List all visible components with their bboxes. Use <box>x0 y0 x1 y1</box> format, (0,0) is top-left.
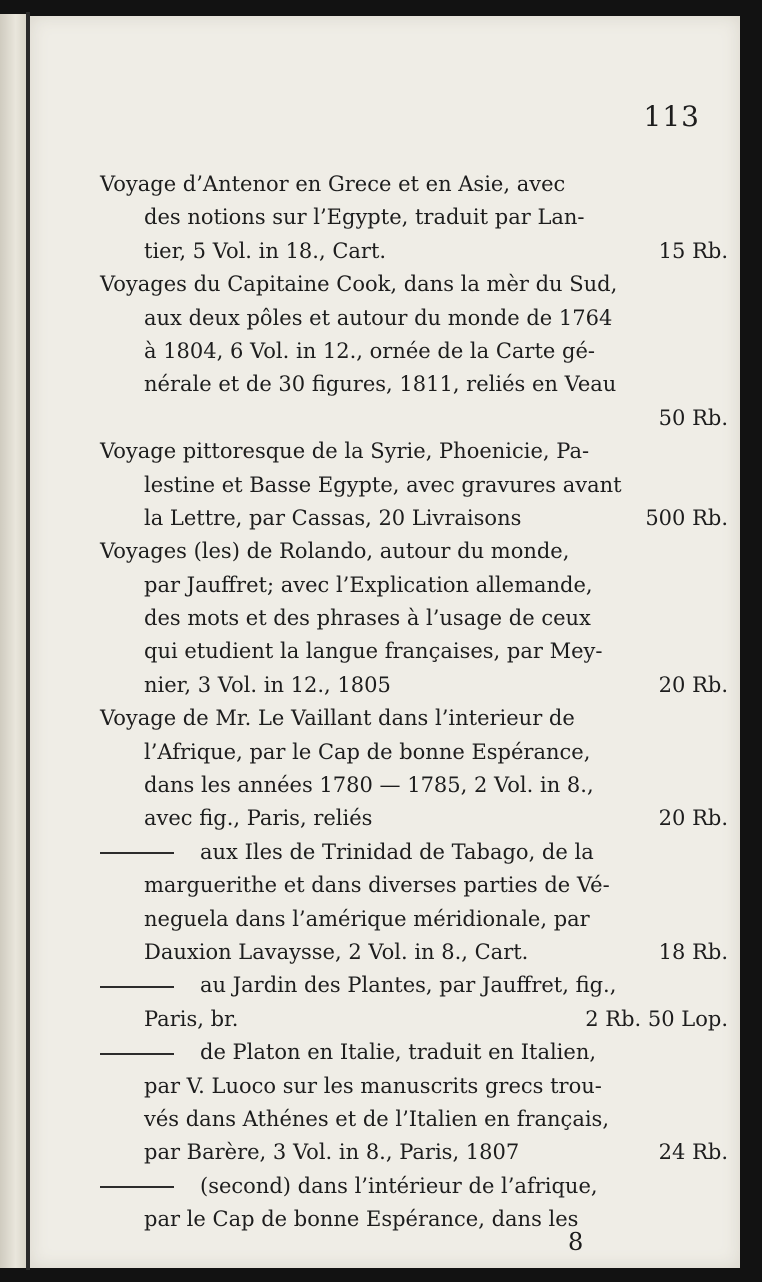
catalog-entry-rolando <box>100 535 728 702</box>
entry-line <box>100 669 728 702</box>
entry-line <box>100 201 728 234</box>
entry-text-content: au Jardin des Plantes, par Jauffret, fig., <box>200 973 617 998</box>
entry-text: neguela dans l’amérique méridionale, par <box>144 906 590 931</box>
entry-text: à 1804, 6 Vol. in 12., ornée de la Carte gé- <box>144 338 595 363</box>
catalog-entry-antenor <box>100 168 728 268</box>
repeat-dash <box>100 1053 174 1055</box>
entry-line <box>100 702 728 735</box>
entry-line <box>100 535 728 568</box>
entry-text: l’Afrique, par le Cap de bonne Espérance, <box>144 739 591 764</box>
catalog-entry-le-vaillant <box>100 702 728 836</box>
entry-text: marguerithe et dans diverses parties de Vé- <box>144 873 610 898</box>
entry-line <box>100 736 728 769</box>
entry-line <box>100 802 728 835</box>
entry-text: Voyage pittoresque de la Syrie, Phoenicie, Pa- <box>100 439 590 464</box>
entry-line <box>100 1103 728 1136</box>
entry-text <box>100 969 728 1002</box>
entry-line <box>100 769 728 802</box>
entry-line <box>100 1203 728 1236</box>
entry-text: avec fig., Paris, reliés <box>144 806 373 831</box>
entry-text: Voyage d’Antenor en Grece et en Asie, avec <box>100 172 566 196</box>
entry-text: lestine et Basse Egypte, avec gravures avant <box>144 472 622 497</box>
catalog-entry-platon <box>100 1036 728 1170</box>
entry-line <box>100 836 728 869</box>
catalog-entries <box>100 168 728 1237</box>
entry-line <box>100 469 728 502</box>
entry-text: qui etudient la langue françaises, par Mey- <box>144 639 603 664</box>
repeat-dash <box>100 1186 174 1188</box>
entry-text: par le Cap de bonne Espérance, dans les <box>144 1207 579 1232</box>
printer-signature-mark: 8 <box>568 1228 584 1256</box>
entry-price: 2 Rb. 50 Lop. <box>585 1006 728 1031</box>
catalog-page <box>30 16 740 1268</box>
entry-price: 20 Rb. <box>658 806 728 831</box>
entry-price: 50 Rb. <box>658 405 728 430</box>
entry-text: nier, 3 Vol. in 12., 1805 <box>144 672 391 697</box>
entry-text: Voyages du Capitaine Cook, dans la mèr du Sud, <box>100 272 618 297</box>
entry-text: tier, 5 Vol. in 18., Cart. <box>144 238 387 263</box>
entry-price: 500 Rb. <box>645 505 728 530</box>
entry-price: 20 Rb. <box>658 672 728 697</box>
catalog-entry-cook <box>100 268 728 435</box>
entry-text <box>100 1170 728 1203</box>
entry-line <box>100 435 728 468</box>
entry-line <box>100 1070 728 1103</box>
entry-line <box>100 368 728 401</box>
entry-line <box>100 1136 728 1169</box>
entry-text <box>100 836 728 869</box>
entry-line <box>100 402 728 435</box>
entry-text: Voyages (les) de Rolando, autour du monde, <box>100 539 570 564</box>
entry-text: Dauxion Lavaysse, 2 Vol. in 8., Cart. <box>144 939 529 964</box>
entry-text: par Barère, 3 Vol. in 8., Paris, 1807 <box>144 1140 520 1165</box>
entry-price: 18 Rb. <box>658 939 728 964</box>
entry-line <box>100 502 728 535</box>
entry-line <box>100 1036 728 1069</box>
repeat-dash <box>100 852 174 854</box>
entry-text-content: aux Iles de Trinidad de Tabago, de la <box>200 839 594 864</box>
catalog-entry-afrique-second <box>100 1170 728 1237</box>
entry-line <box>100 335 728 368</box>
entry-line <box>100 903 728 936</box>
entry-text <box>100 1036 728 1069</box>
catalog-entry-jardin-des-plantes <box>100 969 728 1036</box>
entry-text: Paris, br. <box>144 1006 239 1031</box>
entry-line <box>100 569 728 602</box>
catalog-entry-trinidad <box>100 836 728 970</box>
entry-line <box>100 235 728 268</box>
entry-text-content: (second) dans l’intérieur de l’afrique, <box>200 1173 598 1198</box>
entry-line <box>100 602 728 635</box>
entry-line <box>100 936 728 969</box>
entry-line <box>100 168 728 201</box>
entry-text: Voyage de Mr. Le Vaillant dans l’interieur de <box>100 706 575 731</box>
entry-line <box>100 1003 728 1036</box>
entry-text: par V. Luoco sur les manuscrits grecs trou- <box>144 1073 602 1098</box>
entry-text: des mots et des phrases à l’usage de ceux <box>144 606 591 631</box>
previous-page-edge <box>0 14 26 1268</box>
entry-price: 24 Rb. <box>658 1140 728 1165</box>
entry-text: nérale et de 30 figures, 1811, reliés en Veau <box>144 372 617 397</box>
entry-text: des notions sur l’Egypte, traduit par Lan- <box>144 205 585 230</box>
entry-text-content: de Platon en Italie, traduit en Italien, <box>200 1040 597 1065</box>
entry-line <box>100 268 728 301</box>
entry-line <box>100 869 728 902</box>
entry-price: 15 Rb. <box>658 238 728 263</box>
page-number: 113 <box>643 100 700 133</box>
entry-text: vés dans Athénes et de l’Italien en français, <box>144 1106 610 1131</box>
catalog-entry-syrie <box>100 435 728 535</box>
entry-text: la Lettre, par Cassas, 20 Livraisons <box>144 505 522 530</box>
entry-text: dans les années 1780 — 1785, 2 Vol. in 8., <box>144 773 594 798</box>
entry-line <box>100 1170 728 1203</box>
entry-line <box>100 635 728 668</box>
repeat-dash <box>100 986 174 988</box>
entry-line <box>100 302 728 335</box>
entry-text: aux deux pôles et autour du monde de 1764 <box>144 305 613 330</box>
entry-line <box>100 969 728 1002</box>
entry-text: par Jauffret; avec l’Explication allemande, <box>144 572 593 597</box>
